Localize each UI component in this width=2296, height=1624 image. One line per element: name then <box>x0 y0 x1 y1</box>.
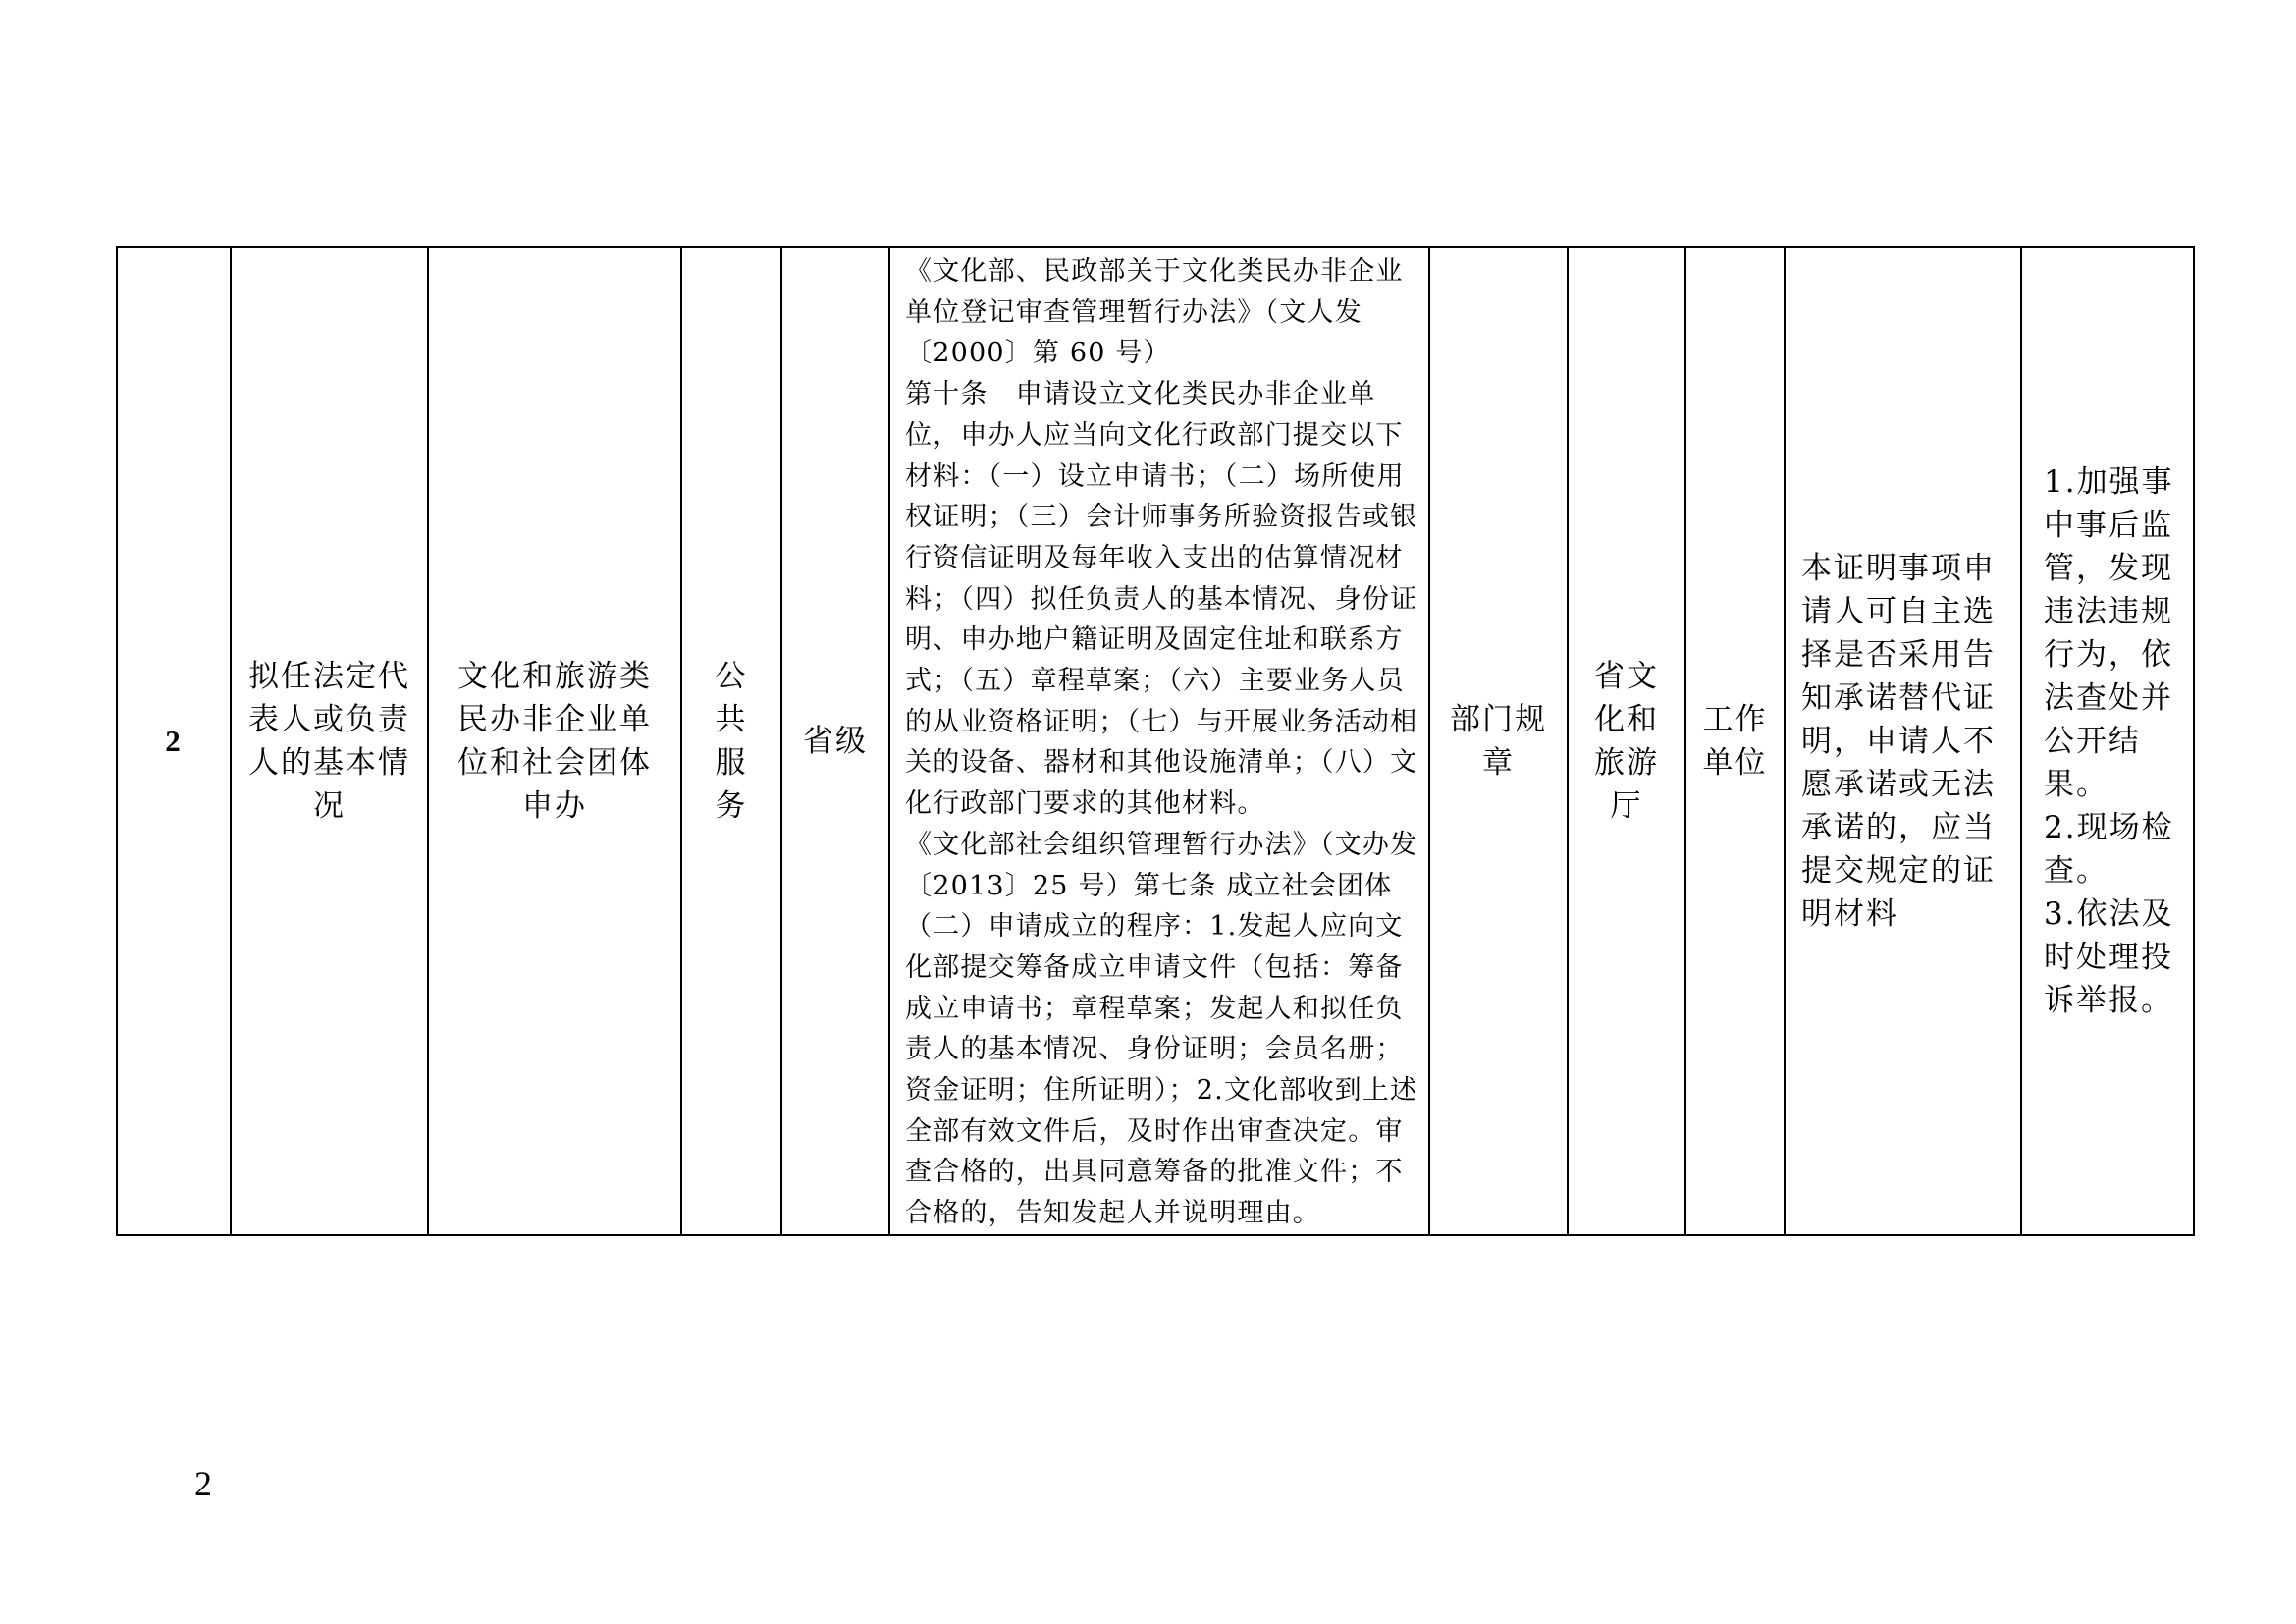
department: 省文化和旅游厅 <box>1594 658 1659 824</box>
table-row <box>117 247 2194 1235</box>
notification-cell <box>1785 247 2021 1235</box>
basis-type: 部门规章 <box>1450 701 1547 781</box>
issuer: 工作单位 <box>1702 701 1768 781</box>
row-number-cell <box>117 247 231 1235</box>
basis-type-cell <box>1429 247 1568 1235</box>
legal-basis-cell <box>889 247 1429 1235</box>
legal-basis-paragraph: 《文化部社会组织管理暂行办法》（文办发〔2013〕25 号）第七条 成立社会团体（二）申请成立的程序：1.发起人应向文化部提交筹备成立申请文件（包括：筹备成立申请书；章程草案；发起人和拟任负责人的基本情况、身份证明；会员名册；资金证明；住所证明）；2.文化部收到上述全部有效文件后，及时作出审查决定。审查合格的，出具同意筹备的批准文件；不合格的，告知发起人并说明理由。 <box>905 829 1418 1229</box>
measure-item: 3.依法及时处理投诉举报。 <box>2044 895 2174 1018</box>
level: 省级 <box>803 723 868 759</box>
item-name-cell <box>428 247 681 1235</box>
item-type: 公共服务 <box>715 658 748 824</box>
certificate-item-table <box>116 246 2195 1236</box>
certificate-name: 拟任法定代表人或负责人的基本情况 <box>248 658 410 824</box>
item-name: 文化和旅游类民办非企业单位和社会团体申办 <box>457 658 652 824</box>
measure-item: 1.加强事中事后监管，发现违法违规行为，依法查处并公开结果。 <box>2044 463 2174 802</box>
measure-item: 2.现场检查。 <box>2044 809 2174 889</box>
measures-cell <box>2021 247 2194 1235</box>
level-cell <box>781 247 889 1235</box>
row-number: 2 <box>165 723 183 758</box>
issuer-cell <box>1685 247 1785 1235</box>
notification-text: 本证明事项申请人可自主选择是否采用告知承诺替代证明，申请人不愿承诺或无法承诺的，应当提交规定的证明材料 <box>1801 550 1996 932</box>
department-cell <box>1568 247 1685 1235</box>
item-type-cell <box>681 247 781 1235</box>
certificate-name-cell <box>231 247 428 1235</box>
legal-basis-paragraph: 第十条 申请设立文化类民办非企业单位，申办人应当向文化行政部门提交以下材料：（一）设立申请书；（二）场所使用权证明；（三）会计师事务所验资报告或银行资信证明及每年收入支出的估算情况材料；（四）拟任负责人的基本情况、身份证明、申办地户籍证明及固定住址和联系方式；（五）章程草案；（六）主要业务人员的从业资格证明；（七）与开展业务活动相关的设备、器材和其他设施清单；（八）文化行政部门要求的其他材料。 <box>905 379 1418 820</box>
page-number: 2 <box>194 1464 212 1503</box>
legal-basis-paragraph: 《文化部、民政部关于文化类民办非企业单位登记审查管理暂行办法》（文人发〔2000〕第 60 号） <box>905 256 1404 369</box>
